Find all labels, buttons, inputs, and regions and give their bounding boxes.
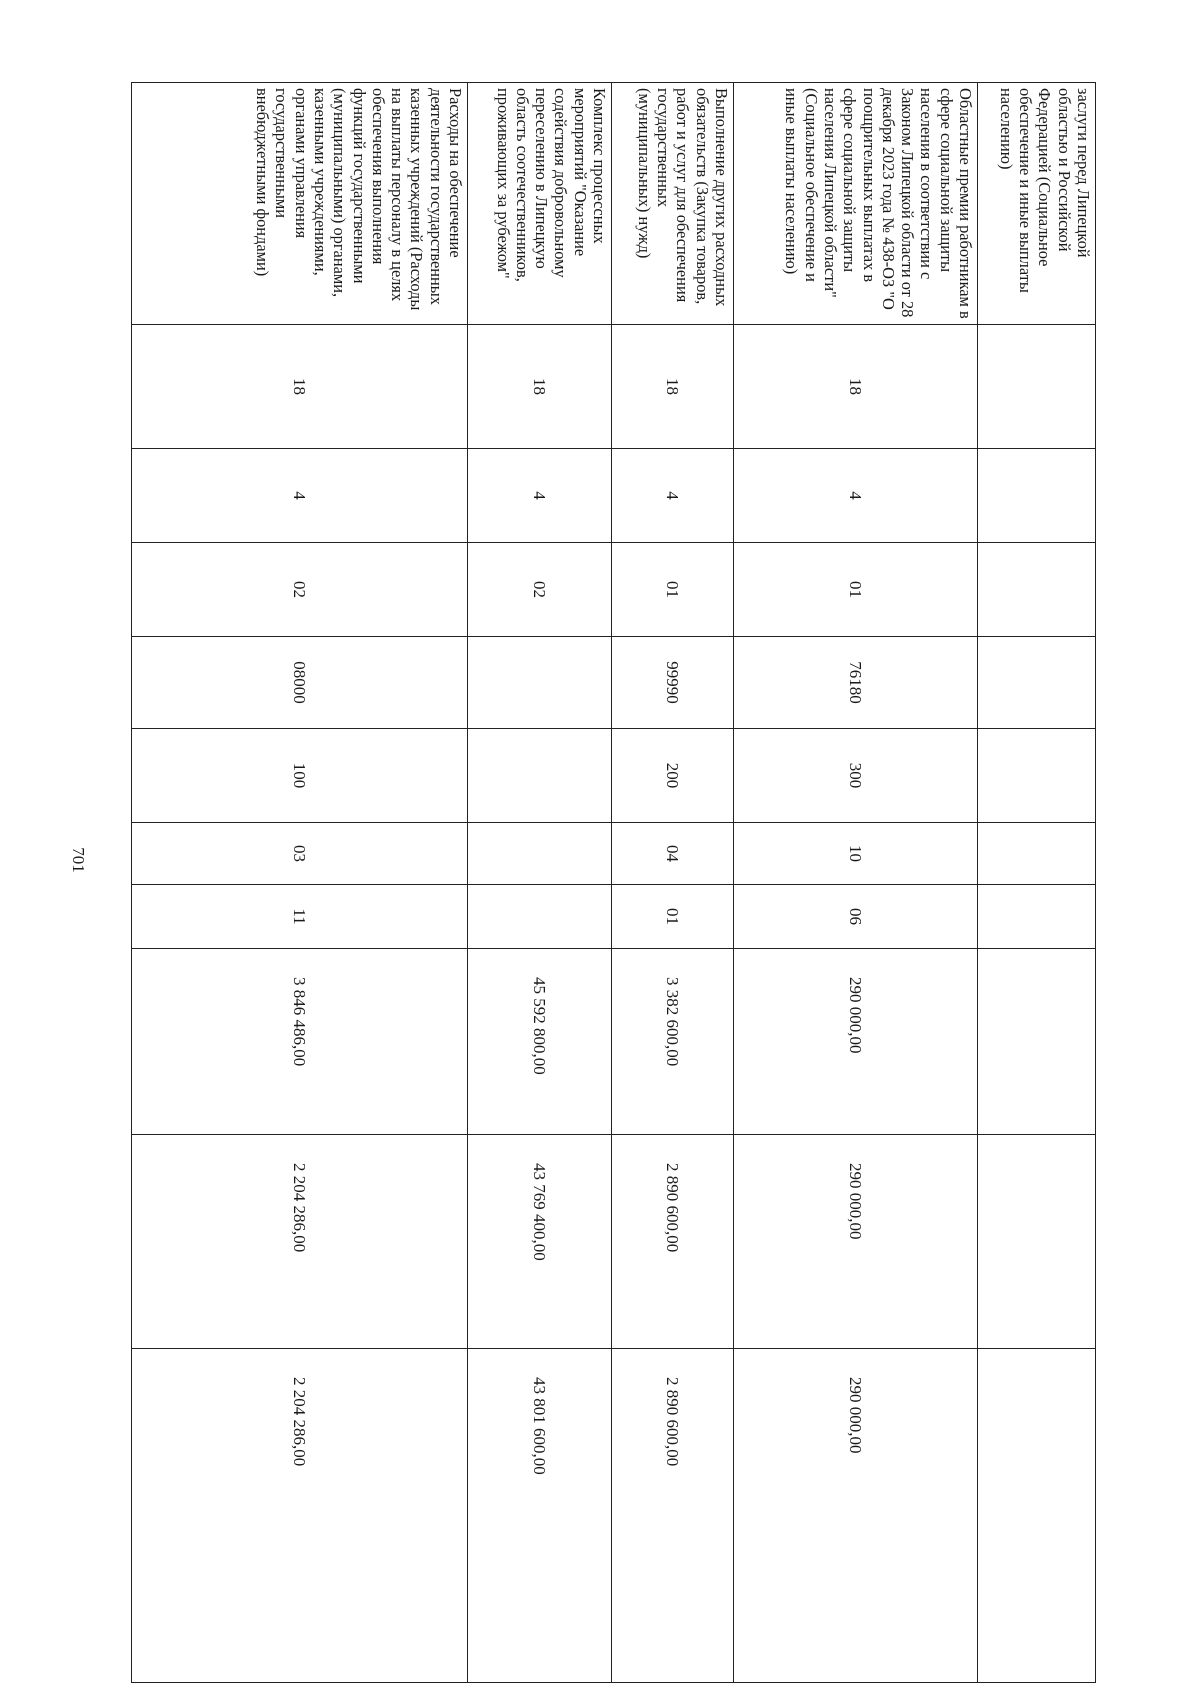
row-description: Расходы на обеспечение деятельности государственных казенных учреждений (Расходы на выплаты персоналу в целях обеспечения выполнения функций государственными (муниципальными) органами, казенными учреждениями, органами управления государственными внебюджетными фондами): [132, 83, 468, 325]
code-cell: [468, 823, 612, 885]
amount-cell: [978, 1349, 1096, 1683]
amount-cell: 2 890 600,00: [612, 1135, 734, 1349]
amount-cell: [978, 949, 1096, 1135]
code-cell: 18: [132, 325, 468, 449]
code-cell: 02: [132, 543, 468, 637]
code-cell: 18: [734, 325, 978, 449]
code-cell: 4: [132, 449, 468, 543]
code-cell: 11: [132, 885, 468, 949]
amount-cell: 43 801 600,00: [468, 1349, 612, 1683]
amount-cell: 290 000,00: [734, 1349, 978, 1683]
table-row: [468, 83, 612, 1683]
budget-table: [131, 82, 1096, 1683]
code-cell: 4: [734, 449, 978, 543]
table-row: [734, 83, 978, 1683]
code-cell: [978, 637, 1096, 729]
table-row: [612, 83, 734, 1683]
code-cell: 4: [612, 449, 734, 543]
code-cell: [978, 729, 1096, 823]
code-cell: 76180: [734, 637, 978, 729]
amount-cell: 290 000,00: [734, 1135, 978, 1349]
amount-cell: 3 846 486,00: [132, 949, 468, 1135]
code-cell: [978, 885, 1096, 949]
code-cell: 02: [468, 543, 612, 637]
amount-cell: 3 382 600,00: [612, 949, 734, 1135]
code-cell: [978, 823, 1096, 885]
code-cell: 18: [612, 325, 734, 449]
amount-cell: 43 769 400,00: [468, 1135, 612, 1349]
row-description: Выполнение других расходных обязательств (Закупка товаров, работ и услуг для обеспечения государственных (муниципальных) нужд): [612, 83, 734, 325]
amount-cell: 2 890 600,00: [612, 1349, 734, 1683]
row-description: Комплекс процессных мероприятий "Оказание содействия добровольному переселению в Липецкую область соотечественников, проживающих за рубежом": [468, 83, 612, 325]
code-cell: 100: [132, 729, 468, 823]
budget-table-container: [132, 82, 1096, 1682]
code-cell: [978, 449, 1096, 543]
code-cell: 18: [468, 325, 612, 449]
amount-cell: 2 204 286,00: [132, 1349, 468, 1683]
code-cell: 10: [734, 823, 978, 885]
code-cell: 01: [612, 543, 734, 637]
code-cell: [978, 325, 1096, 449]
row-description: Областные премии работникам в сфере социальной защиты населения в соответствии с Законом Липецкой области от 28 декабря 2023 года № 438-ОЗ "О поощрительных выплатах в сфере социальной защиты населения Липецкой области" (Социальное обеспечение и иные выплаты населению): [734, 83, 978, 325]
amount-cell: 290 000,00: [734, 949, 978, 1135]
code-cell: 300: [734, 729, 978, 823]
code-cell: [468, 729, 612, 823]
amount-cell: 2 204 286,00: [132, 1135, 468, 1349]
code-cell: 01: [734, 543, 978, 637]
code-cell: 06: [734, 885, 978, 949]
code-cell: 04: [612, 823, 734, 885]
table-row: [978, 83, 1096, 1683]
code-cell: 03: [132, 823, 468, 885]
amount-cell: [978, 1135, 1096, 1349]
table-row: [132, 83, 468, 1683]
row-description: заслуги перед Липецкой областью и Российской Федерацией (Социальное обеспечение и иные выплаты населению): [978, 83, 1096, 325]
amount-cell: 45 592 800,00: [468, 949, 612, 1135]
code-cell: [468, 637, 612, 729]
page-number: 701: [69, 847, 88, 873]
code-cell: [978, 543, 1096, 637]
code-cell: 200: [612, 729, 734, 823]
code-cell: 4: [468, 449, 612, 543]
code-cell: 01: [612, 885, 734, 949]
code-cell: 99990: [612, 637, 734, 729]
code-cell: [468, 885, 612, 949]
code-cell: 08000: [132, 637, 468, 729]
